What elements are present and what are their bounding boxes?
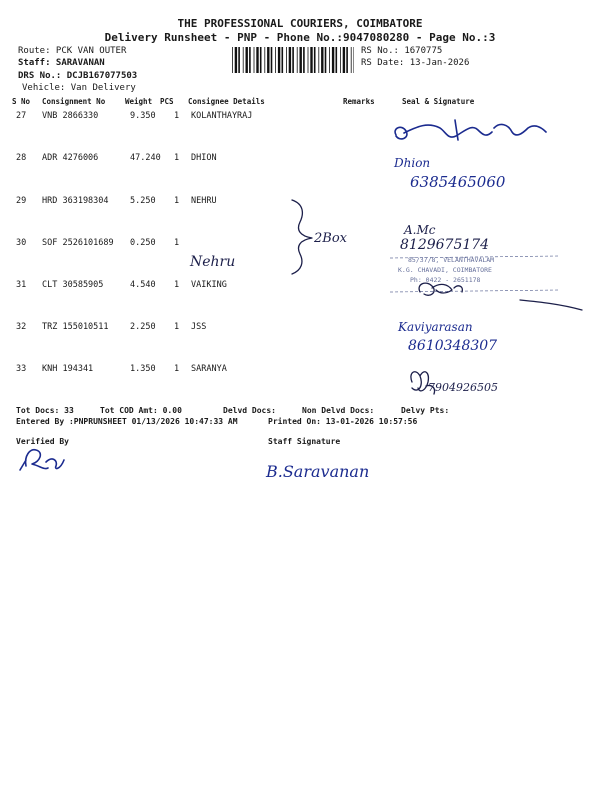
row-sno: 27 xyxy=(16,111,27,121)
verified-by-signature xyxy=(20,450,64,470)
handwritten-phone: 6385465060 xyxy=(410,173,506,191)
row-pcs: 1 xyxy=(174,196,180,206)
col-consignment: Consignment No xyxy=(42,97,106,106)
handwriting-row33 xyxy=(411,372,498,394)
rs-number: RS No.: 1670775 xyxy=(361,46,443,56)
company-stamp xyxy=(390,256,560,292)
row-consignment: HRD 363198304 xyxy=(42,196,109,206)
row-weight: 47.240 xyxy=(130,153,161,163)
signature-row31 xyxy=(419,283,582,310)
signature-row27 xyxy=(395,120,546,140)
row-pcs: 1 xyxy=(174,280,180,290)
route-label: Route: PCK VAN OUTER xyxy=(18,46,127,56)
delivered-docs: Delvd Docs: xyxy=(223,406,276,415)
runsheet-subtitle: Delivery Runsheet - PNP - Phone No.:9047080280 - Page No.:3 xyxy=(104,31,496,44)
row-consignment: VNB 2866330 xyxy=(42,111,99,121)
handwritten-name: Dhion xyxy=(394,156,431,170)
row-pcs: 1 xyxy=(174,111,180,121)
row-consignee: KOLANTHAYRAJ xyxy=(191,111,253,121)
printed-on: Printed On: 13-01-2026 10:57:56 xyxy=(268,417,418,426)
row-weight: 4.540 xyxy=(130,280,156,290)
row-consignee: JSS xyxy=(191,322,207,332)
drs-number: DRS No.: DCJB167077503 xyxy=(18,71,138,81)
row-pcs: 1 xyxy=(174,364,180,374)
vehicle-label: Vehicle: Van Delivery xyxy=(22,83,136,93)
handwritten-phone: 7904926505 xyxy=(428,381,498,394)
stamp-line: K.G. CHAVADI, COIMBATORE xyxy=(398,266,492,274)
row-weight: 0.250 xyxy=(130,238,156,248)
row-pcs: 1 xyxy=(174,153,180,163)
col-sno: S No xyxy=(12,97,31,106)
handwritten-phone: 8610348307 xyxy=(408,338,498,354)
row-pcs: 1 xyxy=(174,322,180,332)
row-weight: 9.350 xyxy=(130,111,156,121)
row-consignee: DHION xyxy=(191,153,217,163)
row-weight: 5.250 xyxy=(130,196,156,206)
row-consignment: SOF 2526101689 xyxy=(42,238,114,248)
row-consignee: NEHRU xyxy=(191,196,217,206)
col-weight: Weight xyxy=(125,97,153,106)
col-seal-signature: Seal & Signature xyxy=(402,97,475,106)
handwriting-row28 xyxy=(393,156,506,191)
staff-signature xyxy=(265,462,369,481)
row-pcs: 1 xyxy=(174,238,180,248)
delivery-points: Delvy Pts: xyxy=(401,406,450,415)
entered-by: Entered By :PNPRUNSHEET 01/13/2026 10:47:33 AM xyxy=(16,417,238,426)
handwritten-text: A.Mc xyxy=(404,223,436,237)
verified-by-label: Verified By xyxy=(16,437,69,446)
stamp-line: Ph: 0422 - 2651178 xyxy=(410,276,481,284)
staff-signature-label: Staff Signature xyxy=(268,437,341,446)
stamp-line: 85/37/8, VELANTHAVALAM xyxy=(408,256,495,264)
row-sno: 32 xyxy=(16,322,27,332)
staff-label: Staff: SARAVANAN xyxy=(18,58,105,68)
total-docs: Tot Docs: 33 xyxy=(16,406,74,415)
col-remarks: Remarks xyxy=(343,97,375,106)
non-delivered-docs: Non Delvd Docs: xyxy=(302,406,375,415)
handwritten-note: 2Box xyxy=(314,231,347,246)
total-cod-amount: Tot COD Amt: 0.00 xyxy=(100,406,182,415)
col-pcs: PCS xyxy=(160,97,174,106)
row-consignment: KNH 194341 xyxy=(42,364,94,374)
row-consignment: CLT 30585905 xyxy=(42,280,104,290)
row-consignee: SARANYA xyxy=(191,364,227,374)
row-sno: 29 xyxy=(16,196,27,206)
handwritten-name: Nehru xyxy=(190,254,236,270)
row-sno: 30 xyxy=(16,238,27,248)
rs-date: RS Date: 13-Jan-2026 xyxy=(361,58,470,68)
handwritten-phone: 8129675174 xyxy=(400,237,490,253)
row-sno: 28 xyxy=(16,153,27,163)
handwriting-row32 xyxy=(397,320,497,354)
row-weight: 2.250 xyxy=(130,322,156,332)
company-title: THE PROFESSIONAL COURIERS, COIMBATORE xyxy=(177,17,423,30)
row-sno: 33 xyxy=(16,364,27,374)
col-consignee: Consignee Details xyxy=(188,97,265,106)
handwritten-name: Kaviyarasan xyxy=(398,320,473,334)
row-weight: 1.350 xyxy=(130,364,156,374)
row-consignment: ADR 4276006 xyxy=(42,153,99,163)
row-sno: 31 xyxy=(16,280,27,290)
brace-mark xyxy=(292,200,312,274)
row-consignee: VAIKING xyxy=(191,280,227,290)
row-consignment: TRZ 155010511 xyxy=(42,322,109,332)
handwritten-signature: B.Saravanan xyxy=(266,462,370,481)
